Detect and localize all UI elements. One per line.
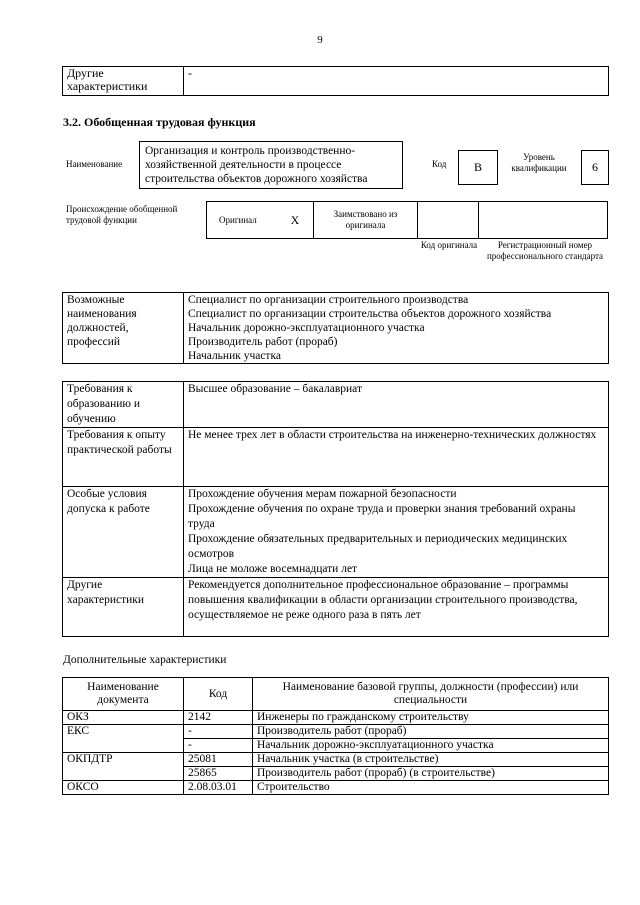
header-document: Наименование документа (63, 678, 184, 711)
professions-list (184, 293, 609, 364)
row-document: ОКЗ (63, 711, 184, 725)
requirements-table (62, 381, 609, 637)
code-value-box (458, 150, 498, 185)
additional-table (62, 677, 609, 795)
other-characteristics-label: Другие характеристики (63, 578, 184, 637)
experience-value: Не менее трех лет в области строительства на инженерно-технических должностях (184, 428, 609, 487)
reg-number-cell (479, 202, 608, 239)
admission-item: Прохождение обучения по охране труда и проверки знания требований охраны труда (188, 503, 576, 530)
name-label: Наименование (66, 159, 123, 169)
row-document: ОКСО (63, 781, 184, 795)
original-mark: X (277, 202, 314, 239)
education-label: Требования к образованию и обучению (63, 382, 184, 428)
other-characteristics-label: Другие характеристики (63, 67, 184, 96)
table-row (63, 711, 609, 725)
row-document: ОКПДТР (63, 753, 184, 767)
other-characteristics-top-table (62, 66, 609, 96)
code-label: Код (432, 159, 447, 169)
table-row (63, 781, 609, 795)
level-value: 6 (592, 160, 598, 174)
additional-title: Дополнительные характеристики (63, 654, 227, 666)
row-document (63, 767, 184, 781)
additional-header-row (63, 678, 609, 711)
admission-item: Лица не моложе восемнадцати лет (188, 563, 358, 575)
original-label: Оригинал (207, 202, 278, 239)
header-code: Код (184, 678, 253, 711)
professions-table (62, 292, 609, 364)
profession-item: Специалист по организации строительства объектов дорожного хозяйства (188, 308, 552, 320)
row-document (63, 739, 184, 753)
requirement-row (63, 382, 609, 428)
table-row (63, 753, 609, 767)
row-code: 2142 (184, 711, 253, 725)
profession-item: Начальник участка (188, 350, 281, 362)
admission-item: Прохождение обучения мерам пожарной безопасности (188, 488, 457, 500)
row-name: Инженеры по гражданскому строительству (253, 711, 609, 725)
admission-values (184, 487, 609, 578)
other-characteristics-value: - (184, 67, 609, 96)
row-code: 25865 (184, 767, 253, 781)
row-name: Начальник участка (в строительстве) (253, 753, 609, 767)
page-number: 9 (317, 34, 323, 46)
requirement-row (63, 487, 609, 578)
section-title: 3.2. Обобщенная трудовая функция (63, 115, 256, 129)
requirement-row (63, 428, 609, 487)
reg-number-caption: Регистрационный номер профессионального стандарта (486, 240, 604, 261)
code-original-cell (418, 202, 479, 239)
professions-label: Возможные наименования должностей, профессий (63, 293, 184, 364)
row-name: Строительство (253, 781, 609, 795)
function-name-box (139, 141, 403, 189)
table-row (63, 739, 609, 753)
function-name-value: Организация и контроль производственно-хозяйственной деятельности в процессе строительства объектов дорожного хозяйства (145, 145, 368, 185)
other-characteristics-value: Рекомендуется дополнительное профессиональное образование – программы повышения квалификации в области организации строительного производства, осуществляемое не реже одного раза в пять лет (184, 578, 609, 637)
row-code: 2.08.03.01 (184, 781, 253, 795)
header-name: Наименование базовой группы, должности (профессии) или специальности (253, 678, 609, 711)
borrowed-label: Заимствовано из оригинала (314, 202, 418, 239)
row-code: - (184, 725, 253, 739)
row-name: Производитель работ (прораб) (253, 725, 609, 739)
admission-label: Особые условия допуска к работе (63, 487, 184, 578)
origin-table (206, 201, 608, 239)
table-row (63, 725, 609, 739)
requirement-row (63, 578, 609, 637)
profession-item: Начальник дорожно-эксплуатационного участка (188, 322, 425, 334)
experience-label: Требования к опыту практической работы (63, 428, 184, 487)
profession-item: Производитель работ (прораб) (188, 336, 338, 348)
code-value: В (473, 160, 482, 174)
education-value: Высшее образование – бакалавриат (184, 382, 609, 428)
row-name: Начальник дорожно-эксплуатационного участка (253, 739, 609, 753)
level-label: Уровень квалификации (511, 152, 567, 173)
code-original-caption: Код оригинала (420, 240, 478, 250)
table-row (63, 767, 609, 781)
row-document: ЕКС (63, 725, 184, 739)
admission-item: Прохождение обязательных предварительных и периодических медицинских осмотров (188, 533, 568, 560)
row-code: - (184, 739, 253, 753)
level-value-box (581, 150, 609, 185)
row-code: 25081 (184, 753, 253, 767)
origin-label: Происхождение обобщенной трудовой функции (66, 204, 178, 225)
row-name: Производитель работ (прораб) (в строительстве) (253, 767, 609, 781)
profession-item: Специалист по организации строительного производства (188, 294, 469, 306)
